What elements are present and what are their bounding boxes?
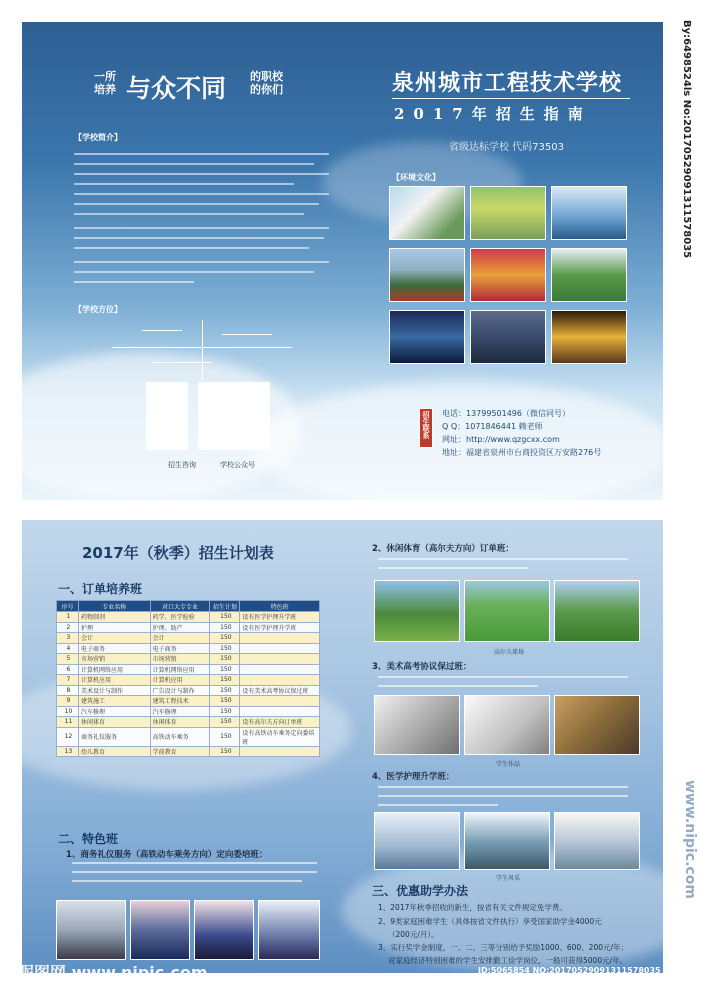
sub-medical-class: 4、医学护理升学班： xyxy=(372,772,455,782)
golf-player-photo xyxy=(464,580,550,642)
table-cell-plan: 150 xyxy=(210,643,240,654)
text-line xyxy=(378,795,628,797)
table-header-cell: 特色班 xyxy=(240,601,320,612)
cabin-photo xyxy=(258,900,320,960)
nursing-practice-photo xyxy=(374,812,460,870)
table-cell-college: 会计 xyxy=(150,633,210,644)
side-watermark-bottom: www.nipic.com xyxy=(682,780,698,899)
table-row xyxy=(57,727,320,746)
intro-text-line xyxy=(74,227,329,229)
table-cell-no: 3 xyxy=(57,633,79,644)
intro-text-line xyxy=(74,183,294,185)
table-cell-college: 高铁动车乘务 xyxy=(150,727,210,746)
table-cell-no: 10 xyxy=(57,706,79,717)
text-line xyxy=(378,685,538,687)
text-line xyxy=(378,567,528,569)
intro-text-line xyxy=(74,153,329,155)
intro-text-line xyxy=(74,261,329,263)
table-cell-feature: 设有医学护理升学班 xyxy=(240,622,320,633)
table-cell-plan: 150 xyxy=(210,706,240,717)
military-training-photo xyxy=(389,248,465,302)
table-cell-plan: 150 xyxy=(210,746,240,757)
location-section-title: 【学校方位】 xyxy=(74,305,122,314)
table-cell-college: 休闲体育 xyxy=(150,717,210,728)
table-row xyxy=(57,685,320,696)
table-cell-major: 建筑施工 xyxy=(78,696,150,707)
table-row xyxy=(57,675,320,686)
watermark-bottom-right: ID:5065854 NO:20170529091311578035 xyxy=(478,966,661,975)
enrollment-plan-panel xyxy=(22,520,663,973)
map-road xyxy=(202,320,203,380)
intro-text-line xyxy=(74,271,314,273)
table-cell-plan: 150 xyxy=(210,685,240,696)
table-cell-college: 建筑工程技术 xyxy=(150,696,210,707)
table-cell-major: 计算机网络应用 xyxy=(78,664,150,675)
table-cell-no: 7 xyxy=(57,675,79,686)
table-cell-no: 12 xyxy=(57,727,79,746)
table-cell-no: 8 xyxy=(57,685,79,696)
enrollment-table xyxy=(56,600,320,757)
enrollment-contact-badge: 招生联系 xyxy=(419,408,433,448)
text-line xyxy=(378,558,628,560)
table-cell-no: 4 xyxy=(57,643,79,654)
classroom-photo xyxy=(551,186,627,240)
school-tagline: 省级达标学校 代码73503 xyxy=(449,142,564,153)
table-cell-no: 6 xyxy=(57,664,79,675)
table-row xyxy=(57,696,320,707)
table-row xyxy=(57,706,320,717)
table-cell-no: 13 xyxy=(57,746,79,757)
environment-section-title: 【环境文化】 xyxy=(392,173,440,182)
qr-label-official: 学校公众号 xyxy=(220,461,255,469)
golf-team-photo xyxy=(554,580,640,642)
table-cell-plan: 150 xyxy=(210,654,240,665)
qr-code-consult xyxy=(146,382,188,450)
table-cell-plan: 150 xyxy=(210,727,240,746)
pharmacy-photo xyxy=(554,812,640,870)
table-cell-feature xyxy=(240,746,320,757)
table-cell-major: 美术设计与制作 xyxy=(78,685,150,696)
table-cell-plan: 150 xyxy=(210,675,240,686)
oil-painting-photo xyxy=(554,695,640,755)
table-header-cell: 专业名称 xyxy=(78,601,150,612)
text-line xyxy=(378,804,498,806)
sub-art-class: 3、美术高考协议保过班： xyxy=(372,662,472,672)
table-cell-feature xyxy=(240,654,320,665)
brochure-cover-panel xyxy=(22,22,663,500)
table-cell-major: 幼儿教育 xyxy=(78,746,150,757)
table-cell-college: 市场营销 xyxy=(150,654,210,665)
auditorium-photo xyxy=(470,310,546,364)
table-header-cell: 招生计划 xyxy=(210,601,240,612)
table-cell-plan: 150 xyxy=(210,717,240,728)
table-cell-college: 计算机应用 xyxy=(150,675,210,686)
medical-lab-photo xyxy=(464,812,550,870)
intro-text-line xyxy=(74,173,329,175)
table-cell-feature xyxy=(240,643,320,654)
table-cell-plan: 150 xyxy=(210,622,240,633)
slogan-small-left: 一所 培养 xyxy=(94,70,116,96)
benefit-item: 1、2017年秋季招收的新生，按省有关文件规定免学费。 xyxy=(378,903,567,912)
table-cell-no: 5 xyxy=(57,654,79,665)
table-row xyxy=(57,612,320,623)
evening-show-photo xyxy=(389,310,465,364)
text-line xyxy=(72,880,302,882)
table-header-cell: 对口大专专业 xyxy=(150,601,210,612)
table-cell-college: 学前教育 xyxy=(150,746,210,757)
table-row xyxy=(57,633,320,644)
text-line xyxy=(72,862,317,864)
intro-text-line xyxy=(74,213,304,215)
table-cell-major: 药物制剂 xyxy=(78,612,150,623)
campus-garden-photo xyxy=(470,186,546,240)
benefit-item: 3、实行奖学金制度，一、二、三等分别给予奖励1000、600、200元/年； xyxy=(378,943,629,952)
section-benefits: 三、优惠助学办法 xyxy=(372,884,469,898)
attendants-photo xyxy=(194,900,254,960)
medical-caption: 学生风采 xyxy=(496,875,521,882)
train-photo xyxy=(56,900,126,960)
intro-text-line xyxy=(74,237,324,239)
slogan-big: 与众不同 xyxy=(126,74,227,103)
intro-text-line xyxy=(74,203,319,205)
location-map xyxy=(112,320,292,380)
table-cell-college: 计算机网络应用 xyxy=(150,664,210,675)
title-divider xyxy=(392,98,630,99)
section-feature-class: 二、特色班 xyxy=(58,832,119,846)
table-cell-major: 市场营销 xyxy=(78,654,150,665)
table-cell-feature: 设有美术高考协议保过班 xyxy=(240,685,320,696)
table-row xyxy=(57,664,320,675)
table-cell-college: 广告设计与制作 xyxy=(150,685,210,696)
table-cell-no: 1 xyxy=(57,612,79,623)
contact-phone: 电话：13799501496（微信同号） xyxy=(442,409,570,418)
table-cell-college: 汽车修理 xyxy=(150,706,210,717)
section-order-class: 一、订单培养班 xyxy=(58,582,143,596)
stage-performance-photo xyxy=(470,248,546,302)
text-line xyxy=(378,786,628,788)
sketch-artwork-photo xyxy=(374,695,460,755)
table-row xyxy=(57,717,320,728)
intro-text-line xyxy=(74,193,329,195)
table-cell-plan: 150 xyxy=(210,664,240,675)
table-cell-college: 药学、医学检验 xyxy=(150,612,210,623)
intro-text-line xyxy=(74,247,309,249)
table-cell-feature xyxy=(240,675,320,686)
table-cell-no: 2 xyxy=(57,622,79,633)
table-cell-college: 护理、助产 xyxy=(150,622,210,633)
benefit-item: 2、9类家庭困难学生（具体按省文件执行）享受国家助学金4000元 xyxy=(378,917,602,926)
table-cell-major: 电子商务 xyxy=(78,643,150,654)
table-cell-college: 电子商务 xyxy=(150,643,210,654)
qr-code-official-account xyxy=(198,382,270,450)
table-row xyxy=(57,643,320,654)
table-cell-feature xyxy=(240,696,320,707)
school-name: 泉州城市工程技术学校 xyxy=(392,71,623,96)
sub-rail-class: 1、商务礼仪服务（高铁动车乘务方向）定向委培班： xyxy=(66,850,268,860)
intro-text-line xyxy=(74,163,314,165)
benefit-item: （200元/月）。 xyxy=(388,930,439,939)
table-cell-no: 11 xyxy=(57,717,79,728)
table-cell-feature xyxy=(240,664,320,675)
table-cell-major: 商务礼仪服务 xyxy=(78,727,150,746)
table-cell-no: 9 xyxy=(57,696,79,707)
table-cell-major: 会计 xyxy=(78,633,150,644)
uniform-students-photo xyxy=(130,900,190,960)
table-cell-feature xyxy=(240,706,320,717)
intro-section-title: 【学校简介】 xyxy=(74,133,122,142)
sports-field-photo xyxy=(551,248,627,302)
brochure-subtitle: 2017年招生指南 xyxy=(394,105,592,123)
table-row xyxy=(57,746,320,757)
text-line xyxy=(378,676,628,678)
contact-qq: Q Q：1071846441 赖老师 xyxy=(442,422,543,431)
table-cell-major: 护理 xyxy=(78,622,150,633)
intro-text-line xyxy=(74,281,194,283)
side-watermark-top: By:6498524ls No:20170529091311578035 xyxy=(681,20,692,259)
watermark-bottom-left: 昵图网 www.nipic.com xyxy=(18,963,208,982)
table-row xyxy=(57,622,320,633)
table-cell-plan: 150 xyxy=(210,612,240,623)
table-cell-feature xyxy=(240,633,320,644)
table-cell-major: 计算机应用 xyxy=(78,675,150,686)
golf-caption: 高尔夫球场 xyxy=(494,649,525,656)
table-header-cell: 序号 xyxy=(57,601,79,612)
golf-course-photo xyxy=(374,580,460,642)
table-cell-plan: 150 xyxy=(210,696,240,707)
map-road xyxy=(142,330,182,331)
table-cell-major: 汽车修理 xyxy=(78,706,150,717)
map-road xyxy=(152,362,212,363)
table-cell-feature: 设有高尔夫方向订单班 xyxy=(240,717,320,728)
table-cell-major: 休闲体育 xyxy=(78,717,150,728)
table-row xyxy=(57,654,320,665)
table-cell-plan: 150 xyxy=(210,633,240,644)
art-caption: 学生作品 xyxy=(496,761,521,768)
contact-address: 地址：福建省泉州市台商投资区万安路276号 xyxy=(442,448,602,457)
qr-label-consult: 招生咨询 xyxy=(168,461,196,469)
benefit-item: 对家庭经济特别困难的学生安排勤工俭学岗位，一般可获得5000元/年。 xyxy=(388,956,628,965)
map-road xyxy=(222,334,272,335)
celebration-photo xyxy=(551,310,627,364)
table-cell-feature: 设有高铁动车乘务定向委培班 xyxy=(240,727,320,746)
sub-golf-class: 2、休闲体育（高尔夫方向）订单班： xyxy=(372,544,514,554)
table-cell-feature: 设有医学护理升学班 xyxy=(240,612,320,623)
table-header-row xyxy=(57,601,320,612)
still-life-sketch-photo xyxy=(464,695,550,755)
campus-building-photo xyxy=(389,186,465,240)
text-line xyxy=(72,871,317,873)
plan-title: 2017年（秋季）招生计划表 xyxy=(82,544,274,562)
slogan-small-right: 的职校 的你们 xyxy=(250,70,283,96)
contact-website[interactable]: 网址：http://www.qzgcxx.com xyxy=(442,435,560,444)
